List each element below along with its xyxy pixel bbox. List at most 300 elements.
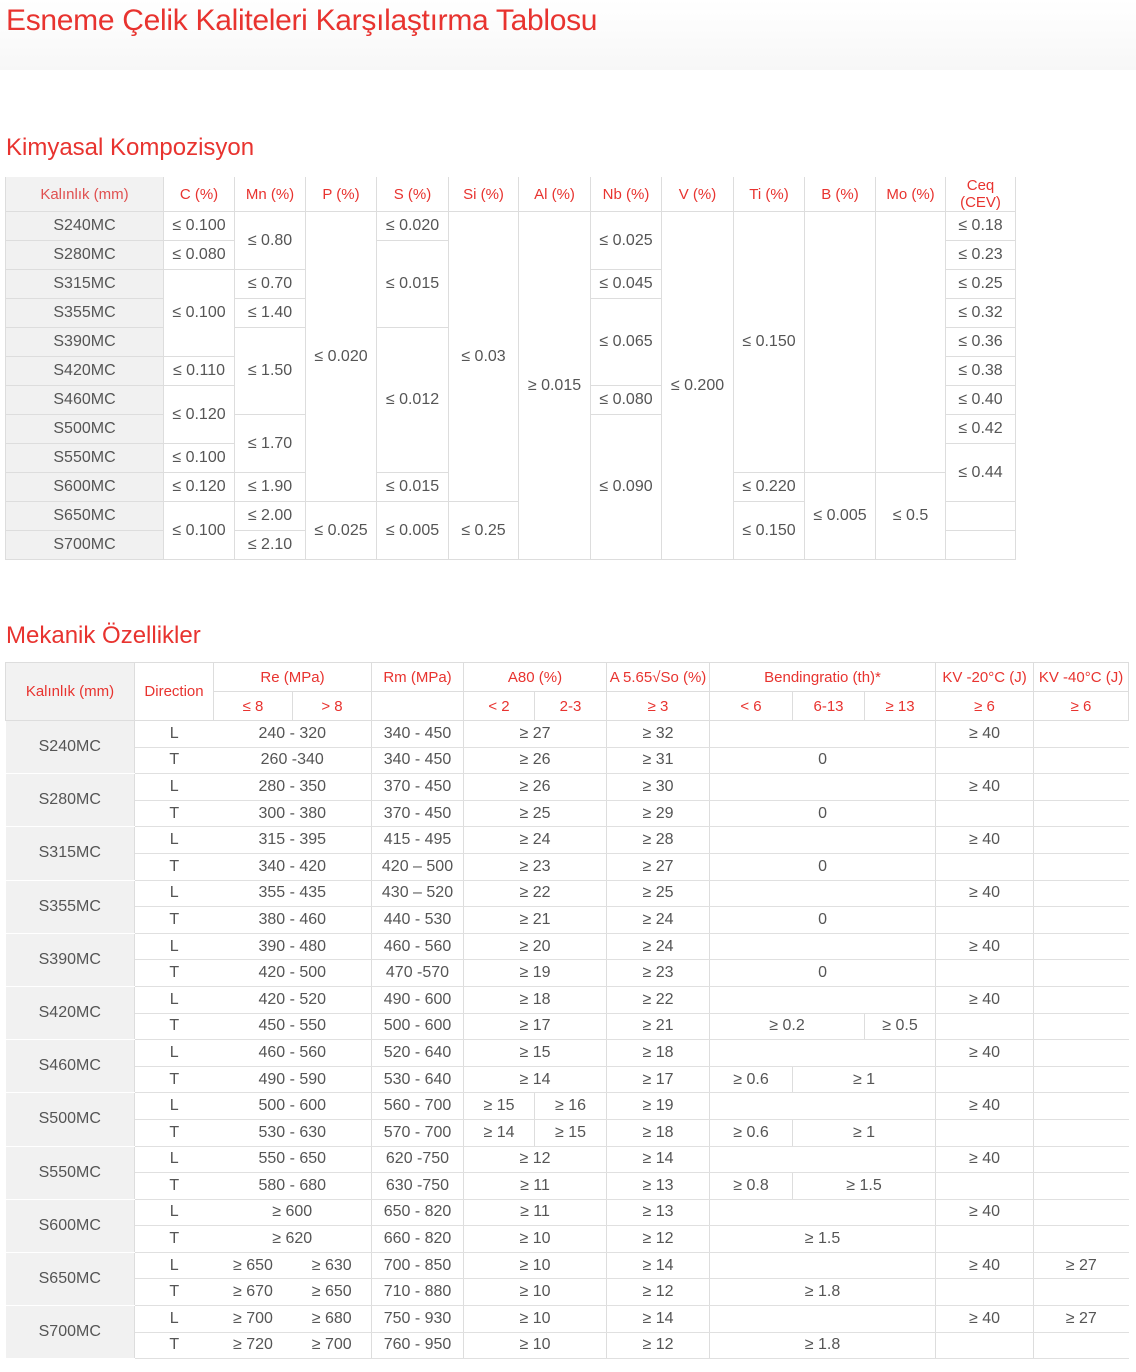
kv40-value xyxy=(1034,747,1129,774)
kv40-value xyxy=(1034,960,1129,987)
ti-value: ≤ 0.220 xyxy=(734,473,805,502)
re-value: 280 - 350 xyxy=(214,774,372,801)
direction: T xyxy=(135,1173,214,1200)
table-row xyxy=(6,1332,1129,1359)
page-title: Esneme Çelik Kaliteleri Karşılaştırma Tablosu xyxy=(6,4,598,37)
a80-value-1: ≥ 14 xyxy=(464,1119,535,1146)
bending-value-1: ≥ 0.6 xyxy=(710,1119,793,1146)
bending-empty xyxy=(710,1093,936,1120)
nb-value: ≤ 0.080 xyxy=(591,386,662,415)
grade-name: S420MC xyxy=(6,986,135,1039)
kv20-value: ≥ 40 xyxy=(936,933,1034,960)
mech-header-row xyxy=(6,663,1129,692)
mech-body xyxy=(6,721,1129,1359)
grade-name: S500MC xyxy=(6,415,164,444)
header-p: P (%) xyxy=(306,177,377,212)
bending-empty xyxy=(710,1040,936,1067)
kv40-value: ≥ 27 xyxy=(1034,1306,1129,1333)
ceq-value: ≤ 0.42 xyxy=(946,415,1016,444)
kv20-value xyxy=(936,960,1034,987)
header-ti: Ti (%) xyxy=(734,177,805,212)
a80-value-2: ≥ 15 xyxy=(535,1119,607,1146)
a565-value: ≥ 18 xyxy=(607,1040,710,1067)
p-value: ≤ 0.025 xyxy=(306,502,377,560)
rm-value: 710 - 880 xyxy=(372,1279,464,1306)
bending-empty xyxy=(710,1199,936,1226)
rm-value: 560 - 700 xyxy=(372,1093,464,1120)
rm-value: 760 - 950 xyxy=(372,1332,464,1359)
kv40-value xyxy=(1034,880,1129,907)
grade-name: S600MC xyxy=(6,1199,135,1252)
ceq-value: ≤ 0.40 xyxy=(946,386,1016,415)
direction: T xyxy=(135,853,214,880)
rm-value: 620 -750 xyxy=(372,1146,464,1173)
header-b: B (%) xyxy=(805,177,876,212)
header-rm: Rm (MPa) xyxy=(372,663,464,692)
mn-value: ≤ 1.40 xyxy=(235,299,306,328)
kv20-value: ≥ 40 xyxy=(936,1146,1034,1173)
ceq-value: ≤ 0.32 xyxy=(946,299,1016,328)
mechanical-properties-table xyxy=(5,662,1129,1359)
a565-value: ≥ 14 xyxy=(607,1146,710,1173)
a80-value-2: ≥ 16 xyxy=(535,1093,607,1120)
a565-value: ≥ 12 xyxy=(607,1226,710,1253)
grade-name: S650MC xyxy=(6,502,164,531)
re-value: 340 - 420 xyxy=(214,853,372,880)
a565-value: ≥ 19 xyxy=(607,1093,710,1120)
re-value: 240 - 320 xyxy=(214,721,372,748)
a80-value: ≥ 10 xyxy=(464,1332,607,1359)
bending-value: 0 xyxy=(710,853,936,880)
rm-value: 650 - 820 xyxy=(372,1199,464,1226)
si-value: ≤ 0.03 xyxy=(449,212,519,502)
ceq-value: ≤ 0.18 xyxy=(946,212,1016,241)
table-row xyxy=(6,1093,1129,1120)
kv40-value xyxy=(1034,827,1129,854)
table-row xyxy=(6,1226,1129,1253)
bending-value-3: ≥ 0.5 xyxy=(865,1013,936,1040)
grade-name: S600MC xyxy=(6,473,164,502)
grade-name: S240MC xyxy=(6,212,164,241)
rm-value: 490 - 600 xyxy=(372,986,464,1013)
header-v: V (%) xyxy=(662,177,734,212)
a80-value: ≥ 10 xyxy=(464,1252,607,1279)
rm-value: 420 – 500 xyxy=(372,853,464,880)
grade-name: S355MC xyxy=(6,880,135,933)
header-s: S (%) xyxy=(377,177,449,212)
re-value: 390 - 480 xyxy=(214,933,372,960)
c-value: ≤ 0.100 xyxy=(164,270,235,357)
grade-name: S355MC xyxy=(6,299,164,328)
a80-value: ≥ 26 xyxy=(464,774,607,801)
a80-value: ≥ 21 xyxy=(464,907,607,934)
kv20-value: ≥ 40 xyxy=(936,827,1034,854)
sub-kv20: ≥ 6 xyxy=(936,692,1034,721)
table-row xyxy=(6,800,1129,827)
grade-name: S390MC xyxy=(6,933,135,986)
b-empty xyxy=(805,212,876,473)
ceq-empty xyxy=(946,531,1016,560)
kv20-value: ≥ 40 xyxy=(936,880,1034,907)
ceq-value: ≤ 0.38 xyxy=(946,357,1016,386)
header-ceq: Ceq (CEV) xyxy=(946,177,1016,212)
kv20-value xyxy=(936,907,1034,934)
table-row xyxy=(6,1199,1129,1226)
direction: L xyxy=(135,1306,214,1333)
nb-value: ≤ 0.025 xyxy=(591,212,662,270)
mn-value: ≤ 1.90 xyxy=(235,473,306,502)
mn-value: ≤ 2.00 xyxy=(235,502,306,531)
re-value: 420 - 500 xyxy=(214,960,372,987)
kv40-value xyxy=(1034,907,1129,934)
c-value: ≤ 0.110 xyxy=(164,357,235,386)
rm-value: 430 – 520 xyxy=(372,880,464,907)
b-value: ≤ 0.005 xyxy=(805,473,876,560)
header-direction: Direction xyxy=(135,663,214,721)
sub-bend-3: ≥ 13 xyxy=(865,692,936,721)
table-row xyxy=(6,1013,1129,1040)
a565-value: ≥ 18 xyxy=(607,1119,710,1146)
re-value-2: ≥ 680 xyxy=(293,1306,372,1333)
grade-name: S280MC xyxy=(6,241,164,270)
sub-a565: ≥ 3 xyxy=(607,692,710,721)
a80-value: ≥ 27 xyxy=(464,721,607,748)
a565-value: ≥ 13 xyxy=(607,1173,710,1200)
a565-value: ≥ 21 xyxy=(607,1013,710,1040)
table-row xyxy=(6,1146,1129,1173)
rm-value: 570 - 700 xyxy=(372,1119,464,1146)
rm-value: 415 - 495 xyxy=(372,827,464,854)
re-value: 530 - 630 xyxy=(214,1119,372,1146)
kv40-value xyxy=(1034,800,1129,827)
chemical-composition-table xyxy=(5,177,1016,560)
rm-value: 660 - 820 xyxy=(372,1226,464,1253)
re-value: 450 - 550 xyxy=(214,1013,372,1040)
bending-empty xyxy=(710,1306,936,1333)
kv40-value xyxy=(1034,774,1129,801)
bending-empty xyxy=(710,933,936,960)
kv40-value xyxy=(1034,1332,1129,1359)
bending-empty xyxy=(710,880,936,907)
kv20-value: ≥ 40 xyxy=(936,1093,1034,1120)
table-row xyxy=(6,1040,1129,1067)
p-value: ≤ 0.020 xyxy=(306,212,377,502)
ti-value: ≤ 0.150 xyxy=(734,212,805,473)
mn-value: ≤ 0.70 xyxy=(235,270,306,299)
bending-value: ≥ 1.8 xyxy=(710,1279,936,1306)
re-value-2: ≥ 700 xyxy=(293,1332,372,1359)
direction: T xyxy=(135,960,214,987)
table-row xyxy=(6,1279,1129,1306)
direction: L xyxy=(135,827,214,854)
a80-value: ≥ 20 xyxy=(464,933,607,960)
table-row xyxy=(6,827,1129,854)
rm-value: 700 - 850 xyxy=(372,1252,464,1279)
rm-value: 500 - 600 xyxy=(372,1013,464,1040)
a565-value: ≥ 32 xyxy=(607,721,710,748)
chem-header-row xyxy=(6,177,1016,212)
bending-value: 0 xyxy=(710,800,936,827)
ceq-value: ≤ 0.23 xyxy=(946,241,1016,270)
header-c: C (%) xyxy=(164,177,235,212)
sub-re-2: > 8 xyxy=(293,692,372,721)
kv40-value: ≥ 27 xyxy=(1034,1252,1129,1279)
direction: L xyxy=(135,721,214,748)
kv40-value xyxy=(1034,1226,1129,1253)
kv20-value xyxy=(936,800,1034,827)
a565-value: ≥ 14 xyxy=(607,1306,710,1333)
chem-row xyxy=(6,212,1016,241)
kv20-value xyxy=(936,747,1034,774)
ceq-empty xyxy=(946,502,1016,531)
chemical-composition-title: Kimyasal Kompozisyon xyxy=(6,134,255,161)
a565-value: ≥ 14 xyxy=(607,1252,710,1279)
re-value: 315 - 395 xyxy=(214,827,372,854)
header-thickness: Kalınlık (mm) xyxy=(6,663,135,721)
a80-value: ≥ 10 xyxy=(464,1279,607,1306)
si-value: ≤ 0.25 xyxy=(449,502,519,560)
a80-value: ≥ 19 xyxy=(464,960,607,987)
bending-empty xyxy=(710,774,936,801)
re-value: ≥ 600 xyxy=(214,1199,372,1226)
a80-value: ≥ 10 xyxy=(464,1306,607,1333)
re-value-1: ≥ 650 xyxy=(214,1252,293,1279)
table-row xyxy=(6,853,1129,880)
grade-name: S390MC xyxy=(6,328,164,357)
re-value-1: ≥ 700 xyxy=(214,1306,293,1333)
a80-value: ≥ 11 xyxy=(464,1199,607,1226)
header-thickness: Kalınlık (mm) xyxy=(6,177,164,212)
ceq-value: ≤ 0.25 xyxy=(946,270,1016,299)
grade-name: S550MC xyxy=(6,1146,135,1199)
kv20-value xyxy=(936,1119,1034,1146)
re-value-2: ≥ 630 xyxy=(293,1252,372,1279)
nb-value: ≤ 0.090 xyxy=(591,415,662,560)
a80-value: ≥ 15 xyxy=(464,1040,607,1067)
a565-value: ≥ 24 xyxy=(607,907,710,934)
bending-value: 0 xyxy=(710,907,936,934)
kv40-value xyxy=(1034,1093,1129,1120)
s-value: ≤ 0.005 xyxy=(377,502,449,560)
c-value: ≤ 0.120 xyxy=(164,473,235,502)
direction: L xyxy=(135,986,214,1013)
mo-empty xyxy=(876,212,946,473)
table-row xyxy=(6,1173,1129,1200)
grade-name: S315MC xyxy=(6,270,164,299)
re-value: 300 - 380 xyxy=(214,800,372,827)
grade-name: S650MC xyxy=(6,1252,135,1305)
c-value: ≤ 0.100 xyxy=(164,212,235,241)
rm-value: 470 -570 xyxy=(372,960,464,987)
re-value: 550 - 650 xyxy=(214,1146,372,1173)
grade-name: S550MC xyxy=(6,444,164,473)
c-value: ≤ 0.100 xyxy=(164,502,235,560)
table-row xyxy=(6,1306,1129,1333)
rm-value: 340 - 450 xyxy=(372,721,464,748)
a80-value: ≥ 17 xyxy=(464,1013,607,1040)
kv40-value xyxy=(1034,853,1129,880)
sub-a80-1: < 2 xyxy=(464,692,535,721)
kv20-value xyxy=(936,853,1034,880)
re-value-1: ≥ 670 xyxy=(214,1279,293,1306)
a565-value: ≥ 29 xyxy=(607,800,710,827)
nb-value: ≤ 0.065 xyxy=(591,299,662,386)
kv20-value: ≥ 40 xyxy=(936,774,1034,801)
re-value: 380 - 460 xyxy=(214,907,372,934)
c-value: ≤ 0.120 xyxy=(164,386,235,444)
direction: L xyxy=(135,774,214,801)
table-row xyxy=(6,774,1129,801)
a565-value: ≥ 31 xyxy=(607,747,710,774)
sub-a80-2: 2-3 xyxy=(535,692,607,721)
table-row xyxy=(6,880,1129,907)
kv40-value xyxy=(1034,1279,1129,1306)
header-a565: A 5.65√So (%) xyxy=(607,663,710,692)
a565-value: ≥ 23 xyxy=(607,960,710,987)
bending-empty xyxy=(710,1252,936,1279)
rm-value: 630 -750 xyxy=(372,1173,464,1200)
kv40-value xyxy=(1034,1040,1129,1067)
ceq-value: ≤ 0.44 xyxy=(946,444,1016,502)
s-value: ≤ 0.012 xyxy=(377,328,449,473)
bending-value-2: ≥ 1.5 xyxy=(793,1173,936,1200)
a565-value: ≥ 27 xyxy=(607,853,710,880)
a80-value: ≥ 24 xyxy=(464,827,607,854)
sub-rm xyxy=(372,692,464,721)
header-si: Si (%) xyxy=(449,177,519,212)
direction: T xyxy=(135,1013,214,1040)
bending-value-2: ≥ 1 xyxy=(793,1119,936,1146)
header-bending: Bendingratio (th)* xyxy=(710,663,936,692)
table-row xyxy=(6,907,1129,934)
direction: L xyxy=(135,1252,214,1279)
re-value: 460 - 560 xyxy=(214,1040,372,1067)
rm-value: 340 - 450 xyxy=(372,747,464,774)
a80-value: ≥ 12 xyxy=(464,1146,607,1173)
c-value: ≤ 0.080 xyxy=(164,241,235,270)
direction: T xyxy=(135,1226,214,1253)
re-value-2: ≥ 650 xyxy=(293,1279,372,1306)
bending-value-1: ≥ 0.8 xyxy=(710,1173,793,1200)
direction: L xyxy=(135,880,214,907)
kv20-value xyxy=(936,1013,1034,1040)
a80-value: ≥ 26 xyxy=(464,747,607,774)
table-row xyxy=(6,1252,1129,1279)
a80-value: ≥ 23 xyxy=(464,853,607,880)
header-a80: A80 (%) xyxy=(464,663,607,692)
bending-empty xyxy=(710,986,936,1013)
a80-value: ≥ 18 xyxy=(464,986,607,1013)
kv20-value xyxy=(936,1226,1034,1253)
kv40-value xyxy=(1034,1013,1129,1040)
re-value: ≥ 620 xyxy=(214,1226,372,1253)
header-re: Re (MPa) xyxy=(214,663,372,692)
rm-value: 370 - 450 xyxy=(372,800,464,827)
a565-value: ≥ 30 xyxy=(607,774,710,801)
a565-value: ≥ 13 xyxy=(607,1199,710,1226)
bending-empty xyxy=(710,827,936,854)
kv20-value: ≥ 40 xyxy=(936,1199,1034,1226)
mn-value: ≤ 1.50 xyxy=(235,328,306,415)
nb-value: ≤ 0.045 xyxy=(591,270,662,299)
rm-value: 370 - 450 xyxy=(372,774,464,801)
re-value: 580 - 680 xyxy=(214,1173,372,1200)
a80-value: ≥ 14 xyxy=(464,1066,607,1093)
grade-name: S700MC xyxy=(6,1306,135,1359)
header-mn: Mn (%) xyxy=(235,177,306,212)
rm-value: 520 - 640 xyxy=(372,1040,464,1067)
table-row xyxy=(6,747,1129,774)
sub-kv40: ≥ 6 xyxy=(1034,692,1129,721)
kv40-value xyxy=(1034,1199,1129,1226)
table-row xyxy=(6,721,1129,748)
a80-value: ≥ 22 xyxy=(464,880,607,907)
c-value: ≤ 0.100 xyxy=(164,444,235,473)
grade-name: S460MC xyxy=(6,386,164,415)
direction: T xyxy=(135,907,214,934)
ceq-value: ≤ 0.36 xyxy=(946,328,1016,357)
ti-value: ≤ 0.150 xyxy=(734,502,805,560)
rm-value: 440 - 530 xyxy=(372,907,464,934)
direction: T xyxy=(135,1279,214,1306)
sub-re-1: ≤ 8 xyxy=(214,692,293,721)
re-value-1: ≥ 720 xyxy=(214,1332,293,1359)
bending-value-1: ≥ 0.2 xyxy=(710,1013,865,1040)
a565-value: ≥ 17 xyxy=(607,1066,710,1093)
sub-bend-2: 6-13 xyxy=(793,692,865,721)
direction: L xyxy=(135,1146,214,1173)
header-al: Al (%) xyxy=(519,177,591,212)
mo-value: ≤ 0.5 xyxy=(876,473,946,560)
sub-bend-1: < 6 xyxy=(710,692,793,721)
direction: T xyxy=(135,1066,214,1093)
a565-value: ≥ 28 xyxy=(607,827,710,854)
grade-name: S315MC xyxy=(6,827,135,880)
s-value: ≤ 0.015 xyxy=(377,473,449,502)
kv40-value xyxy=(1034,986,1129,1013)
bending-value-1: ≥ 0.6 xyxy=(710,1066,793,1093)
a565-value: ≥ 12 xyxy=(607,1332,710,1359)
kv40-value xyxy=(1034,933,1129,960)
mechanical-properties-title: Mekanik Özellikler xyxy=(6,622,201,649)
table-row xyxy=(6,986,1129,1013)
table-row xyxy=(6,933,1129,960)
a565-value: ≥ 22 xyxy=(607,986,710,1013)
s-value: ≤ 0.015 xyxy=(377,241,449,328)
direction: T xyxy=(135,1119,214,1146)
table-row xyxy=(6,1066,1129,1093)
grade-name: S280MC xyxy=(6,774,135,827)
rm-value: 530 - 640 xyxy=(372,1066,464,1093)
grade-name: S500MC xyxy=(6,1093,135,1146)
kv40-value xyxy=(1034,1146,1129,1173)
kv20-value: ≥ 40 xyxy=(936,721,1034,748)
grade-name: S700MC xyxy=(6,531,164,560)
direction: L xyxy=(135,933,214,960)
bending-empty xyxy=(710,1146,936,1173)
rm-value: 750 - 930 xyxy=(372,1306,464,1333)
kv20-value xyxy=(936,1332,1034,1359)
kv20-value xyxy=(936,1066,1034,1093)
re-value: 420 - 520 xyxy=(214,986,372,1013)
bending-value: ≥ 1.8 xyxy=(710,1332,936,1359)
al-value: ≥ 0.015 xyxy=(519,212,591,560)
re-value: 355 - 435 xyxy=(214,880,372,907)
re-value: 500 - 600 xyxy=(214,1093,372,1120)
header-mo: Mo (%) xyxy=(876,177,946,212)
bending-value-2: ≥ 1 xyxy=(793,1066,936,1093)
rm-value: 460 - 560 xyxy=(372,933,464,960)
